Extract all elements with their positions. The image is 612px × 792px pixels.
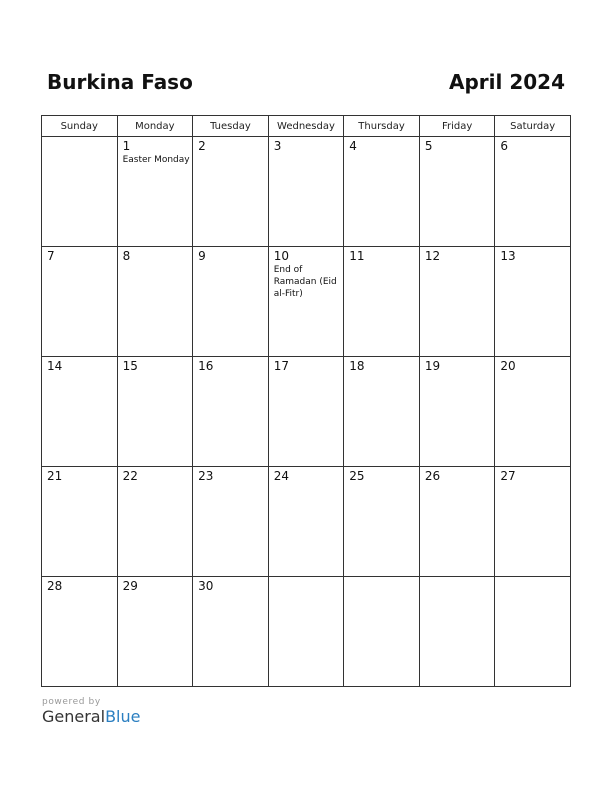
day-number: 15 — [122, 359, 138, 373]
day-cell — [268, 467, 344, 577]
day-cell — [419, 247, 495, 357]
day-number: 13 — [500, 249, 516, 263]
day-cell — [344, 137, 420, 247]
generalblue-logo — [42, 708, 140, 726]
weekday-header: Monday — [117, 116, 193, 137]
day-number: 2 — [198, 139, 206, 153]
day-number: 6 — [500, 139, 509, 153]
day-cell — [419, 577, 495, 687]
day-number: 1 — [122, 139, 131, 153]
day-cell — [268, 247, 344, 357]
day-cell — [495, 467, 571, 577]
day-number — [344, 577, 419, 580]
footer-branding — [42, 697, 140, 726]
day-number: 24 — [273, 469, 289, 483]
country-title: Burkina Faso — [47, 70, 193, 94]
day-number — [420, 577, 495, 580]
month-year-title: April 2024 — [449, 70, 565, 94]
day-number: 4 — [349, 139, 357, 153]
day-cell — [344, 247, 420, 357]
weekday-header: Saturday — [495, 116, 571, 137]
day-cell — [495, 357, 571, 467]
day-number: 28 — [47, 579, 63, 593]
brand-blue: Blue — [105, 707, 141, 726]
day-cell — [42, 247, 118, 357]
day-number: 9 — [198, 249, 206, 263]
week-row — [42, 467, 571, 577]
day-number: 25 — [349, 469, 365, 483]
brand-general: General — [42, 707, 106, 726]
day-number: 20 — [500, 359, 516, 373]
day-cell — [193, 577, 269, 687]
day-cell — [42, 577, 118, 687]
day-cell — [117, 467, 193, 577]
day-cell — [495, 137, 571, 247]
day-number: 27 — [500, 469, 516, 483]
day-cell — [193, 467, 269, 577]
day-cell — [268, 137, 344, 247]
day-cell — [117, 357, 193, 467]
day-cell — [193, 137, 269, 247]
day-number: 16 — [198, 359, 214, 373]
day-number: 18 — [349, 359, 365, 373]
day-cell — [42, 137, 118, 247]
day-number: 7 — [47, 249, 55, 263]
powered-by-text: powered by — [42, 697, 101, 707]
day-cell — [117, 577, 193, 687]
day-cell — [495, 247, 571, 357]
day-cell — [117, 137, 193, 247]
day-cell — [344, 577, 420, 687]
day-cell — [268, 577, 344, 687]
week-row — [42, 247, 571, 357]
day-number: 26 — [424, 469, 441, 483]
day-cell — [42, 467, 118, 577]
day-number: 5 — [424, 139, 433, 153]
holiday-label: End of Ramadan (Eid al-Fitr) — [273, 265, 337, 299]
week-row — [42, 137, 571, 247]
day-cell — [344, 357, 420, 467]
day-cell — [419, 467, 495, 577]
day-cell — [419, 137, 495, 247]
weekday-header: Wednesday — [268, 116, 344, 137]
day-number: 12 — [424, 249, 441, 263]
day-number: 8 — [122, 249, 131, 263]
calendar-grid — [41, 115, 571, 687]
weekday-header: Friday — [419, 116, 495, 137]
weekday-header: Sunday — [42, 116, 118, 137]
day-number — [42, 137, 117, 140]
day-number: 21 — [47, 469, 63, 483]
day-cell — [419, 357, 495, 467]
day-cell — [42, 357, 118, 467]
weekday-header: Thursday — [344, 116, 420, 137]
week-row — [42, 357, 571, 467]
day-number: 17 — [273, 359, 289, 373]
day-number: 23 — [198, 469, 214, 483]
day-number: 19 — [424, 359, 441, 373]
day-number: 3 — [273, 139, 282, 153]
day-cell — [193, 247, 269, 357]
weekday-header-row — [42, 116, 571, 137]
day-cell — [117, 247, 193, 357]
day-cell — [495, 577, 571, 687]
holiday-label: Easter Monday — [122, 155, 190, 165]
day-number: 14 — [47, 359, 63, 373]
day-number: 11 — [349, 249, 365, 263]
day-number: 29 — [122, 579, 138, 593]
day-number: 10 — [273, 249, 289, 263]
day-number: 22 — [122, 469, 138, 483]
day-number — [269, 577, 344, 580]
weekday-header: Tuesday — [193, 116, 269, 137]
day-number — [495, 577, 570, 580]
day-cell — [268, 357, 344, 467]
day-cell — [193, 357, 269, 467]
day-cell — [344, 467, 420, 577]
day-number: 30 — [198, 579, 214, 593]
week-row — [42, 577, 571, 687]
